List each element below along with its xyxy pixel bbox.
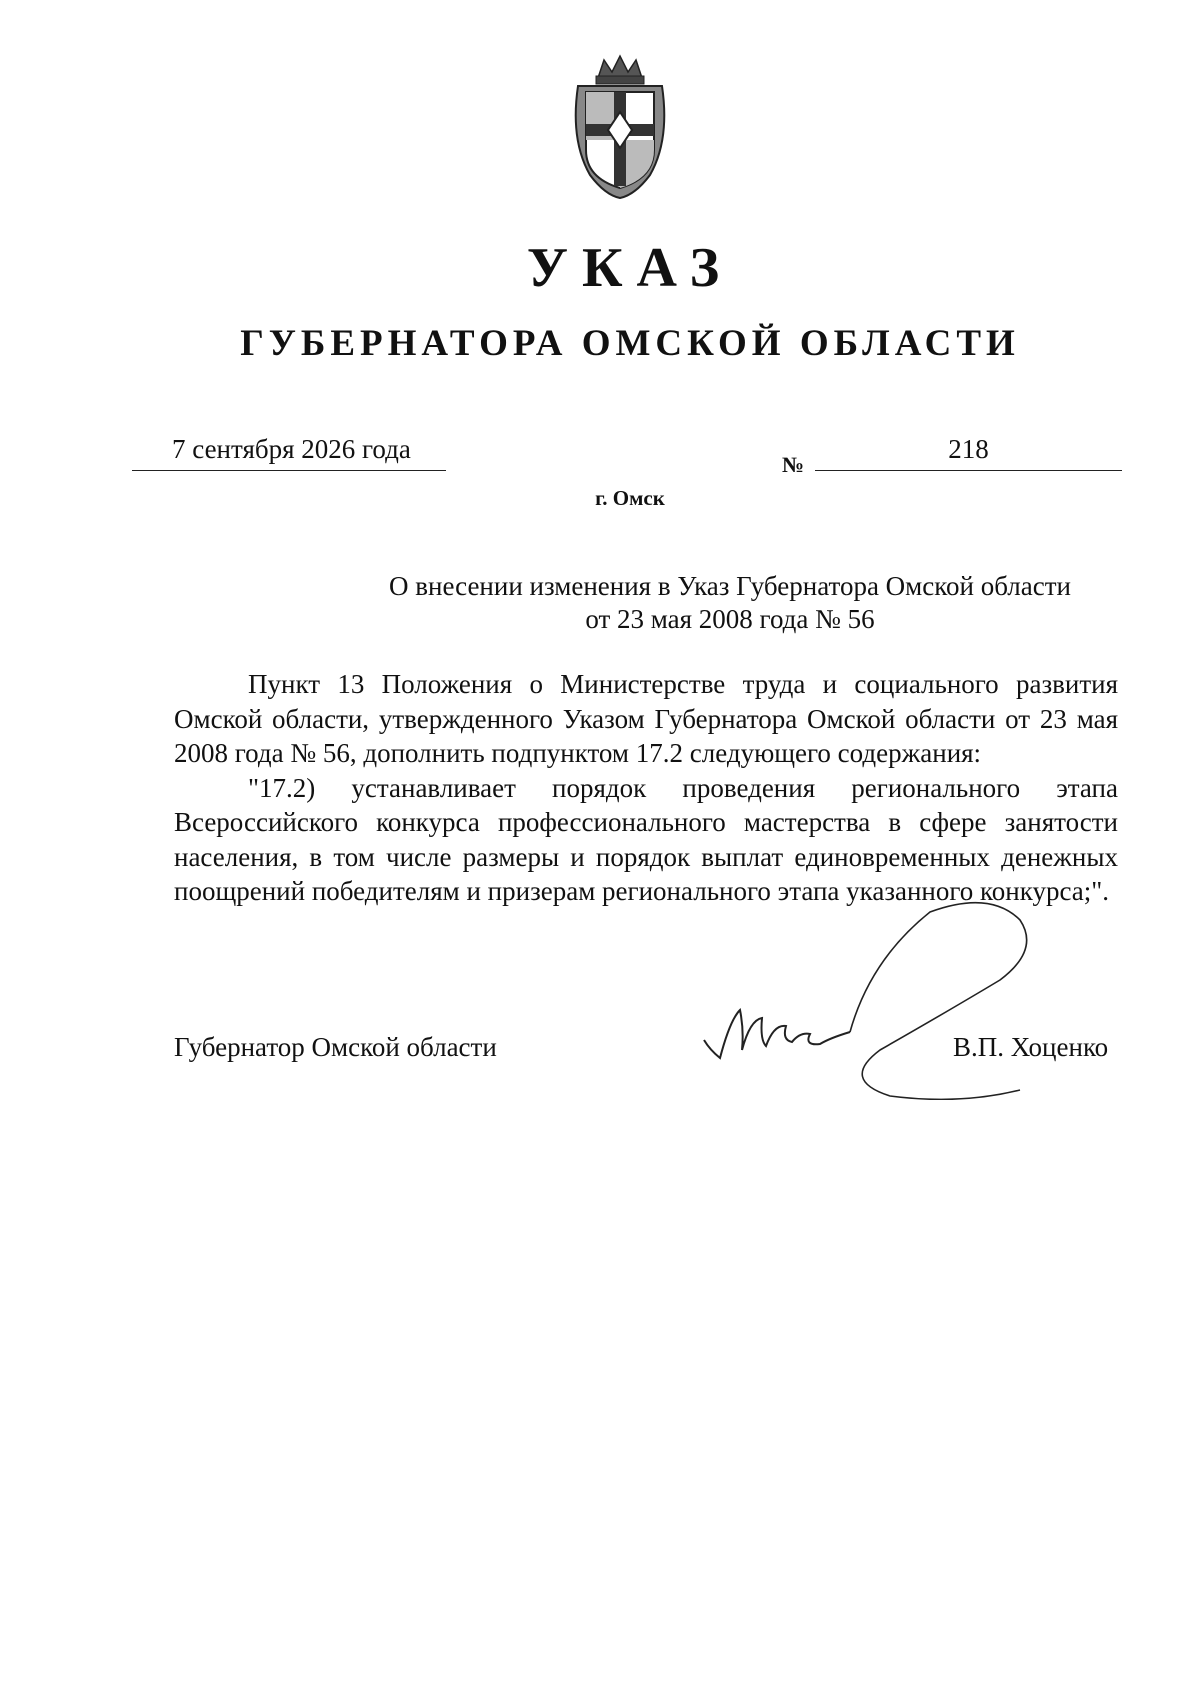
signatory-position: Губернатор Омской области: [174, 1032, 497, 1062]
body-paragraph-1: Пункт 13 Положения о Министерстве труда и социального развития Омской области, утвержденного Указом Губернатора Омской области от 23 мая 2008 года № 56, дополнить подпунктом 17.2 следующего содержания:: [174, 669, 1118, 768]
document-subject: [320, 570, 1140, 636]
subject-line-1: О внесении изменения в Указ Губернатора Омской области: [389, 571, 1071, 601]
subject-line-2: от 23 мая 2008 года № 56: [585, 604, 875, 634]
document-title: УКАЗ: [526, 237, 734, 299]
document-date: 7 сентября 2026 года: [172, 434, 411, 464]
document-city: г. Омск: [595, 486, 665, 510]
document-number: 218: [948, 434, 989, 464]
signatory-name: В.П. Хоценко: [953, 1032, 1109, 1062]
handwritten-signature: [700, 900, 1060, 1100]
coat-of-arms-icon: [560, 50, 680, 200]
number-sign: №: [782, 452, 805, 477]
document-subtitle: ГУБЕРНАТОРА ОМСКОЙ ОБЛАСТИ: [240, 323, 1020, 364]
body-paragraph-2: "17.2) устанавливает порядок проведения регионального этапа Всероссийского конкурса профессионального мастерства в сфере занятости населения, в том числе размеры и порядок выплат единовременных денежных поощрений победителям и призерам регионального этапа указанного конкурса;".: [174, 772, 1118, 906]
document-body: [174, 667, 1118, 909]
